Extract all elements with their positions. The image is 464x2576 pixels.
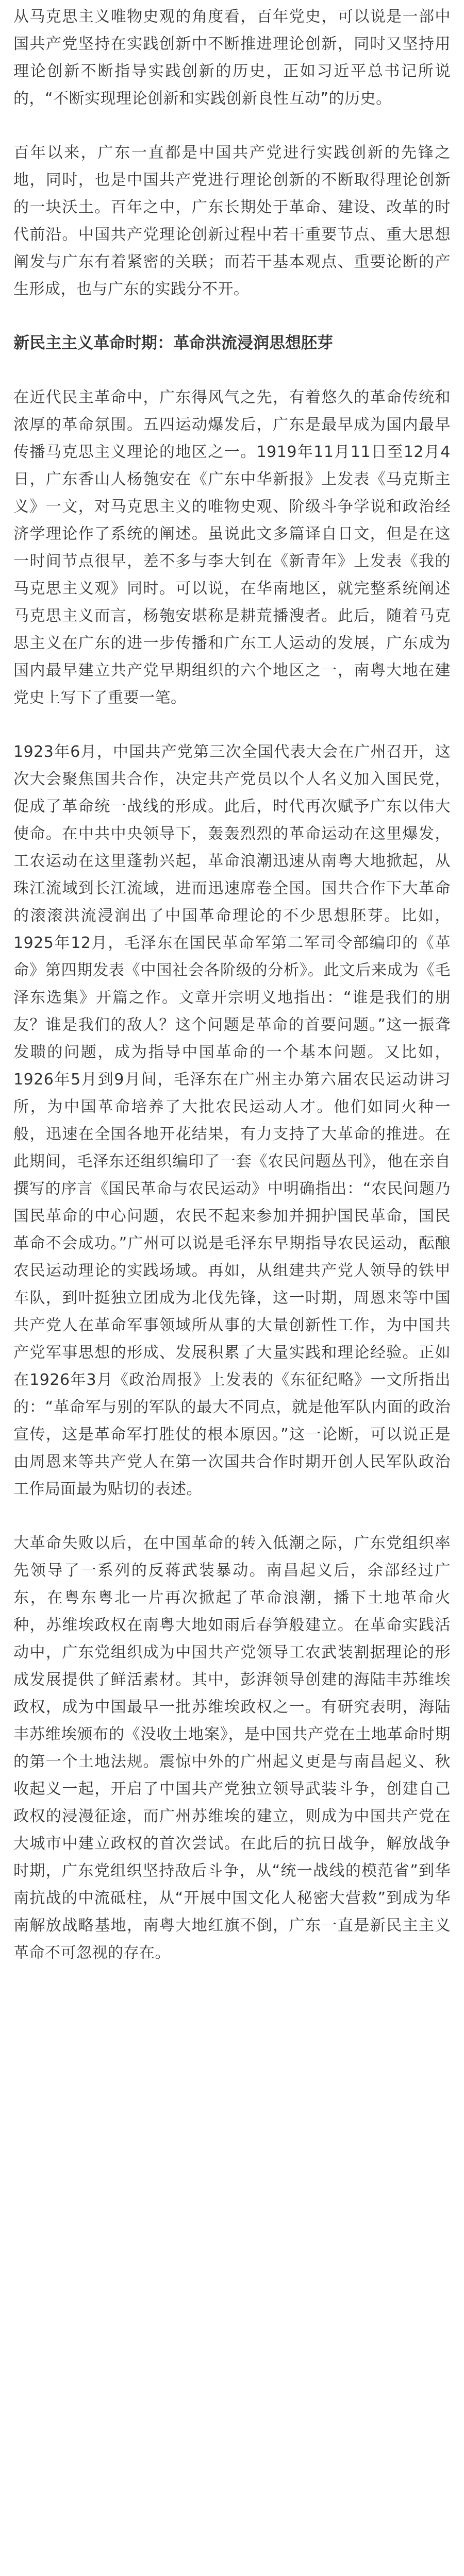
overview-paragraph: 百年以来，广东一直都是中国共产党进行实践创新的先锋之地，同时，也是中国共产党进行理论创新的不断取得理论创新的一块沃土。百年之中，广东长期处于革命、建设、改革的时代前沿。中国共产党理论创新过程中若干重要节点、重大思想阐发与广东有着紧密的关联；而若干基本观点、重要论断的产生形成，也与广东的实践分不开。 [13, 144, 451, 298]
intro-paragraph: 从马克思主义唯物史观的角度看，百年党史，可以说是一部中国共产党坚持在实践创新中不断推进理论创新，同时又坚持用理论创新不断指导实践创新的历史，正如习近平总书记所说的，“不断实现理论创新和实践创新良性互动”的历史。 [13, 8, 451, 108]
article-body [0, 3, 464, 1967]
section1-paragraph-3: 大革命失败以后，在中国革命的转入低潮之际，广东党组织率先领导了一系列的反蒋武装暴动。南昌起义后，余部经过广东，在粤东粤北一片再次掀起了革命浪潮，播下土地革命火种，苏维埃政权在南粤大地如雨后春笋般建立。在革命实践活动中，广东党组织成为中国共产党领导工农武装割据理论的形成发展提供了鲜活素材。其中，彭湃领导创建的海陆丰苏维埃政权，成为中国最早一批苏维埃政权之一。有研究表明，海陆丰苏维埃颁布的《没收土地案》，是中国共产党在土地革命时期的第一个土地法规。震惊中外的广州起义更是与南昌起义、秋收起义一起，开启了中国共产党独立领导武装斗争，创建自己政权的浸漫征途，而广州苏维埃的建立，则成为中国共产党在大城市中建立政权的首次尝试。在此后的抗日战争，解放战争时期，广东党组织坚持敌后斗争，从“统一战线的模范省”到华南抗战的中流砥柱，从“开展中国文化人秘密大营救”到成为华南解放战略基地，南粤大地红旗不倒，广东一直是新民主主义革命不可忽视的存在。 [13, 1534, 451, 1962]
section1-paragraph-2: 1923年6月，中国共产党第三次全国代表大会在广州召开，这次大会聚焦国共合作，决定共产党员以个人名义加入国民党，促成了革命统一战线的形成。此后，时代再次赋予广东以伟大使命。在中共中央领导下，轰轰烈烈的革命运动在这里爆发，工农运动在这里蓬勃兴起，革命浪潮迅速从南粤大地掀起，从珠江流域到长江流域，进而迅速席卷全国。国共合作下大革命的滚滚洪流浸润出了中国革命理论的不少思想胚芽。比如，1925年12月，毛泽东在国民革命军第二军司令部编印的《革命》第四期发表《中国社会各阶级的分析》。此文后来成为《毛泽东选集》开篇之作。文章开宗明义地指出：“谁是我们的朋友？谁是我们的敌人？这个问题是革命的首要问题。”这一振聋发聩的问题，成为指导中国革命的一个基本问题。又比如，1926年5月到9月间，毛泽东在广州主办第六届农民运动讲习所，为中国革命培养了大批农民运动人才。他们如同火种一般，迅速在全国各地开花结果，有力支持了大革命的推进。在此期间，毛泽东还组织编印了一套《农民问题丛刊》，他在亲自撰写的序言《国民革命与农民运动》中明确指出：“农民问题乃国民革命的中心问题，农民不起来参加并拥护国民革命，国民革命不会成功。”广州可以说是毛泽东早期指导农民运动，酝酿农民运动理论的实践场域。再如，从组建共产党人领导的铁甲车队，到叶挺独立团成为北伐先锋，这一时期，周恩来等中国共产党人在革命军事领域所从事的大量创新性工作，为中国共产党军事思想的形成、发展积累了大量实践和理论经验。正如在1926年3月《政治周报》上发表的《东征纪略》一文所指出的：“革命军与别的军队的最大不同点，就是他军队内面的政治宣传，这是革命军打胜仗的根本原因。”这一论断，可以说正是由周恩来等共产党人在第一次国共合作时期开创人民军队政治工作局面最为贴切的表述。 [13, 743, 451, 1498]
section-heading-new-democratic-revolution: 新民主主义革命时期：革命洪流浸润思想胚芽 [13, 334, 333, 352]
section1-paragraph-1: 在近代民主革命中，广东得风气之先，有着悠久的革命传统和浓厚的革命氛围。五四运动爆发后，广东是最早成为国内最早传播马克思主义理论的地区之一。1919年11月11日至12月4日，广东香山人杨匏安在《广东中华新报》上发表《马克斯主义》一文，对马克思主义的唯物史观、阶级斗争学说和政治经济学理论作了系统的阐述。虽说此文多篇译自日文，但是在这一时间节点很早，差不多与李大钊在《新青年》上发表《我的马克思主义观》同时。可以说，在华南地区，就完整系统阐述马克思主义而言，杨匏安堪称是耕荒播溲者。此后，随着马克思主义在广东的进一步传播和广东工人运动的发展，广东成为国内最早建立共产党早期组织的六个地区之一，南粤大地在建党史上写下了重要一笔。 [13, 388, 451, 707]
